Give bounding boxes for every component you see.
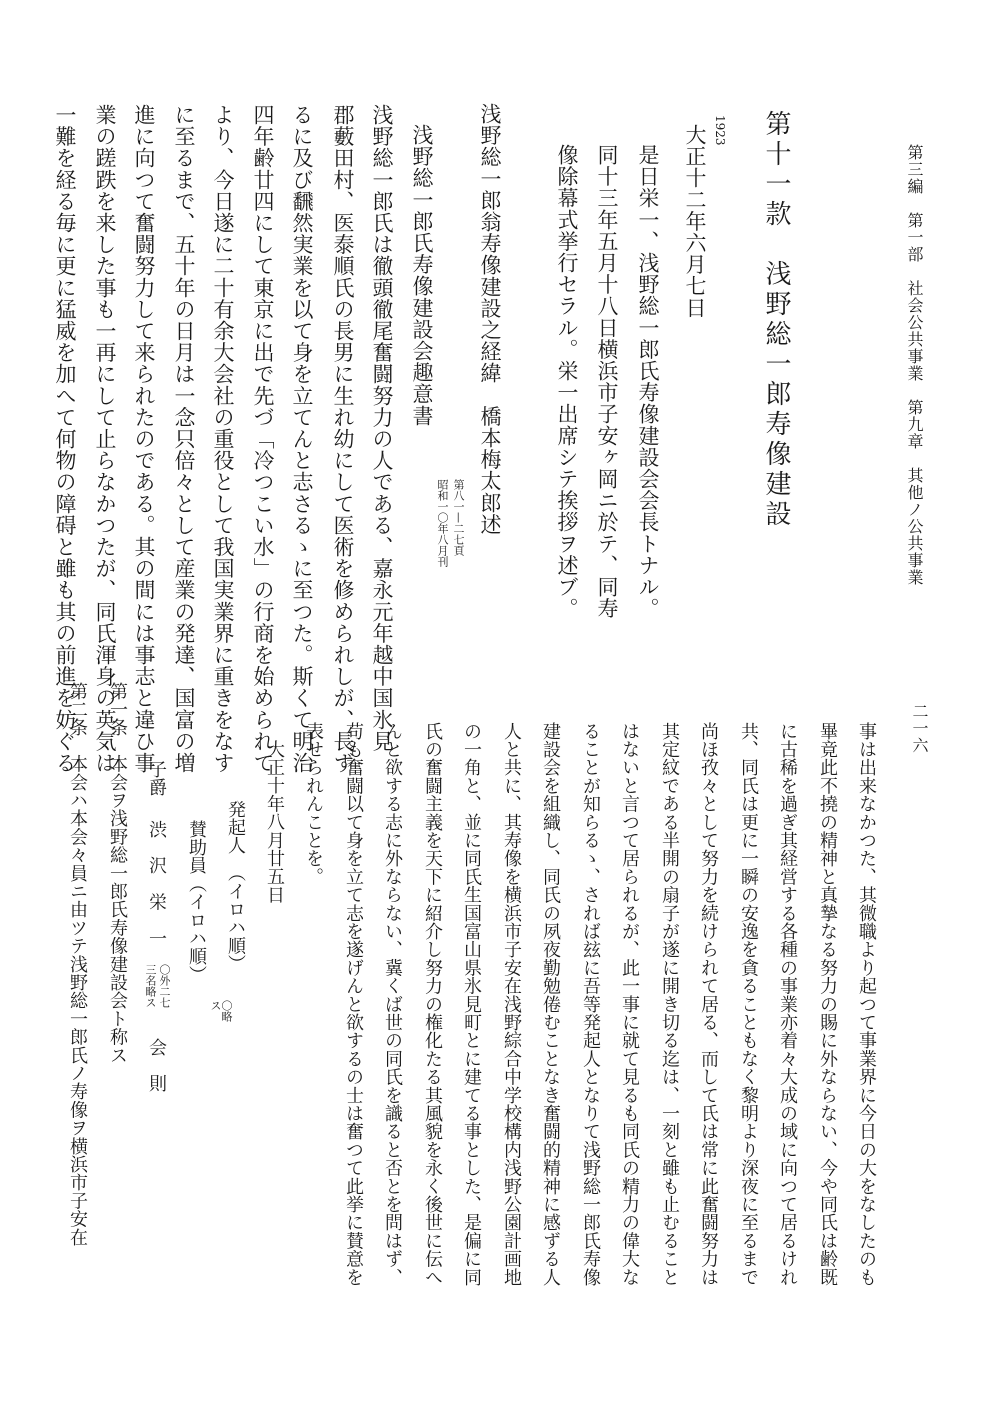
baron-note: 〇外二七	[158, 964, 171, 1008]
prospectus-line: はないと言つて居られるが、此一事に就て見るも同氏の精力の偉大な	[619, 722, 640, 1287]
rules-article-2: 第二条 本会ハ本会々員ニ由ツテ浅野総一郎氏ノ寿像ヲ横浜市子安在	[67, 682, 88, 1247]
article-line-1: 是日栄一、浅野総一郎氏寿像建設会会長トナル。	[636, 144, 660, 620]
promoter-note: ス	[209, 1000, 222, 1011]
prospectus-line: 浅野総一郎氏は徹頭徹尾奮闘努力の人である、嘉永元年越中国氷見	[370, 104, 394, 752]
prospectus-line: 氏の奮闘主義を天下に紹介し努力の権化たる其風貌を永く後世に伝へ	[422, 722, 443, 1287]
prospectus-title: 浅野総一郎氏寿像建設会趣意書	[410, 124, 434, 427]
prospectus-line: 其定紋である半開の扇子が遂に開き切る迄は、一刻と雖も止むること	[659, 722, 680, 1287]
prospectus-line: の一角と、並に同氏生国富山県氷見町とに建てる事とした、是偏に同	[461, 722, 482, 1287]
supporter-line: 賛助員（イロハ順）	[186, 820, 207, 984]
prospectus-line: 四年齢廿四にして東京に出で先づ「冷つこい水」の行商を始められて	[251, 104, 275, 774]
section-header: 第三編 第一部 社会公共事業 第九章 其他ノ公共事業	[905, 144, 924, 586]
prospectus-line: 郡藪田村、医泰順氏の長男に生れ幼にして医術を修められしが、長ず	[331, 104, 355, 774]
prospectus-line: より、今日遂に二十有余大会社の重役として我国実業界に重きをなす	[211, 104, 235, 774]
prospectus-line: ることが知らるゝ、されば玆に吾等発起人となりて浅野総一郎氏寿像	[580, 722, 601, 1287]
baron-name: 渋 沢 栄 一	[146, 820, 167, 948]
source-title: 浅野総一郎翁寿像建設之経緯 橋本梅太郎述	[478, 103, 502, 535]
article-line-2: 同十三年五月十八日横浜市子安ヶ岡ニ於テ、同寿	[595, 144, 619, 620]
prospectus-line: 進に向つて奮闘努力して来られたのである。其の間には事志と違ひ事	[132, 104, 156, 774]
prospectus-line: 共、同氏は更に一瞬の安逸を貪ることもなく黎明より深夜に至るまで	[738, 722, 759, 1287]
prospectus-line: 畢竟此不撓の精神と真摯なる努力の賜に外ならない、今や同氏は齢既	[817, 722, 838, 1287]
article-line-3: 像除幕式挙行セラル。栄一出席シテ挨拶ヲ述ブ。	[555, 144, 579, 620]
prospectus-line: 建設会を組織し、同氏の夙夜勤勉倦むことなき奮闘的精神に感ずる人	[540, 722, 561, 1287]
prospectus-line: 業の蹉跌を来した事も一再にして止らなかつたが、同氏渾身の英気は	[93, 104, 117, 774]
prospectus-line: に至るまで、五十年の日月は一念只倍々として産業の発達、国富の増	[172, 104, 196, 774]
source-ref-2: 昭和一〇年八月刊	[436, 479, 449, 567]
promoter-line: 発起人 （イロハ順）	[225, 800, 246, 973]
source-ref-1: 第八一—二七頁	[452, 479, 465, 556]
promoter-note: 〇略	[220, 1000, 233, 1022]
prospectus-line: 一難を経る毎に更に猛威を加へて何物の障碍と雖も其の前進を妨ぐる	[53, 104, 77, 774]
article-date: 大正十二年六月七日	[683, 124, 707, 319]
article-title: 第十一款 浅野総一郎寿像建設	[761, 110, 791, 530]
prospectus-line: 人と共に、其寿像を横浜市子安在浅野綜合中学校構内浅野公園計画地	[501, 722, 522, 1287]
prospectus-line: 表せられんことを。	[303, 722, 324, 886]
year-note: 1923	[713, 115, 727, 146]
rules-title: 会 則	[146, 1038, 167, 1093]
prospectus-line: んと欲する志に外ならない、冀くば世の同氏を識ると否とを問はず、	[382, 722, 403, 1287]
prospectus-line: 苟も奮闘以て身を立て志を遂げんと欲するの士は奮つて此挙に賛意を	[343, 722, 364, 1287]
baron-title: 子爵	[146, 760, 167, 797]
prospectus-line: 尚ほ孜々として努力を続けられて居る、而して氏は常に此奮闘努力は	[698, 722, 719, 1287]
prospectus-line: るに及び飜然実業を以て身を立てんと志さるゝに至つた。斯くて明治	[290, 104, 314, 774]
rules-article-1: 第一条 本会ヲ浅野総一郎氏寿像建設会ト称ス	[107, 682, 128, 1065]
prospectus-line: 事は出来なかつた、其微職より起つて事業界に今日の大をなしたのも	[856, 722, 877, 1287]
prospectus-line: に古稀を過ぎ其経営する各種の事業亦着々大成の域に向つて居るけれ	[777, 722, 798, 1287]
page-number: 二一六	[910, 703, 929, 754]
sign-date: 大正十年八月廿五日	[264, 740, 285, 904]
baron-note: 三名略ス	[144, 964, 157, 1008]
